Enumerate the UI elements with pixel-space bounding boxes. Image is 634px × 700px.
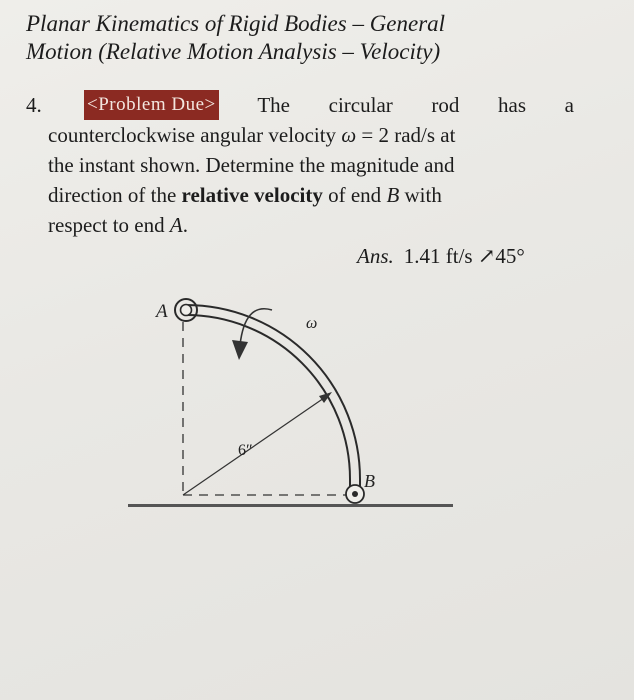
answer <box>357 244 525 269</box>
problem-word: a <box>564 93 574 117</box>
bold-term: relative velocity <box>181 183 323 207</box>
answer-label: Ans. <box>357 244 394 268</box>
omega-symbol: ω <box>341 123 357 147</box>
text-span: of end <box>322 183 387 207</box>
omega-arrowhead <box>232 340 248 360</box>
problem-line-3: the instant shown. Determine the magnitude and <box>48 153 455 177</box>
problem-number: 4. <box>26 93 42 117</box>
label-omega: ω <box>306 315 318 332</box>
text-span: = 2 rad/s at <box>356 123 456 147</box>
problem-line-2 <box>48 120 455 150</box>
problem-word: The <box>257 93 291 117</box>
problem-word: circular <box>328 93 393 117</box>
problem-word: has <box>498 93 527 117</box>
text-span: . <box>182 213 188 237</box>
point-b-ref: B <box>386 183 400 207</box>
problem-line-5 <box>48 210 188 240</box>
pin-a-inner <box>181 305 192 316</box>
answer-value: 1.41 ft/s ↗45° <box>403 244 525 268</box>
rod-outer-edge <box>186 305 360 479</box>
radius-line <box>183 398 324 495</box>
text-span: respect to end <box>48 213 170 237</box>
title-line-1: Planar Kinematics of Rigid Bodies – General <box>26 11 446 36</box>
problem-line-4 <box>48 180 442 210</box>
problem-word: rod <box>431 93 460 117</box>
problem-due-badge: <Problem Due> <box>84 90 219 120</box>
text-span: direction of the <box>48 183 182 207</box>
label-radius: 6″ <box>238 442 253 459</box>
ground-line <box>128 504 453 507</box>
title-line-2: Motion (Relative Motion Analysis – Velocity) <box>26 39 441 64</box>
problem-line-1 <box>84 90 574 120</box>
label-b: B <box>364 471 375 491</box>
roller-b-center <box>352 491 358 497</box>
label-a: A <box>156 301 168 322</box>
text-span: counterclockwise angular velocity <box>48 123 342 147</box>
text-span: with <box>399 183 442 207</box>
section-title <box>26 10 606 66</box>
point-a-ref: A <box>169 213 183 237</box>
rod-diagram <box>120 290 460 530</box>
